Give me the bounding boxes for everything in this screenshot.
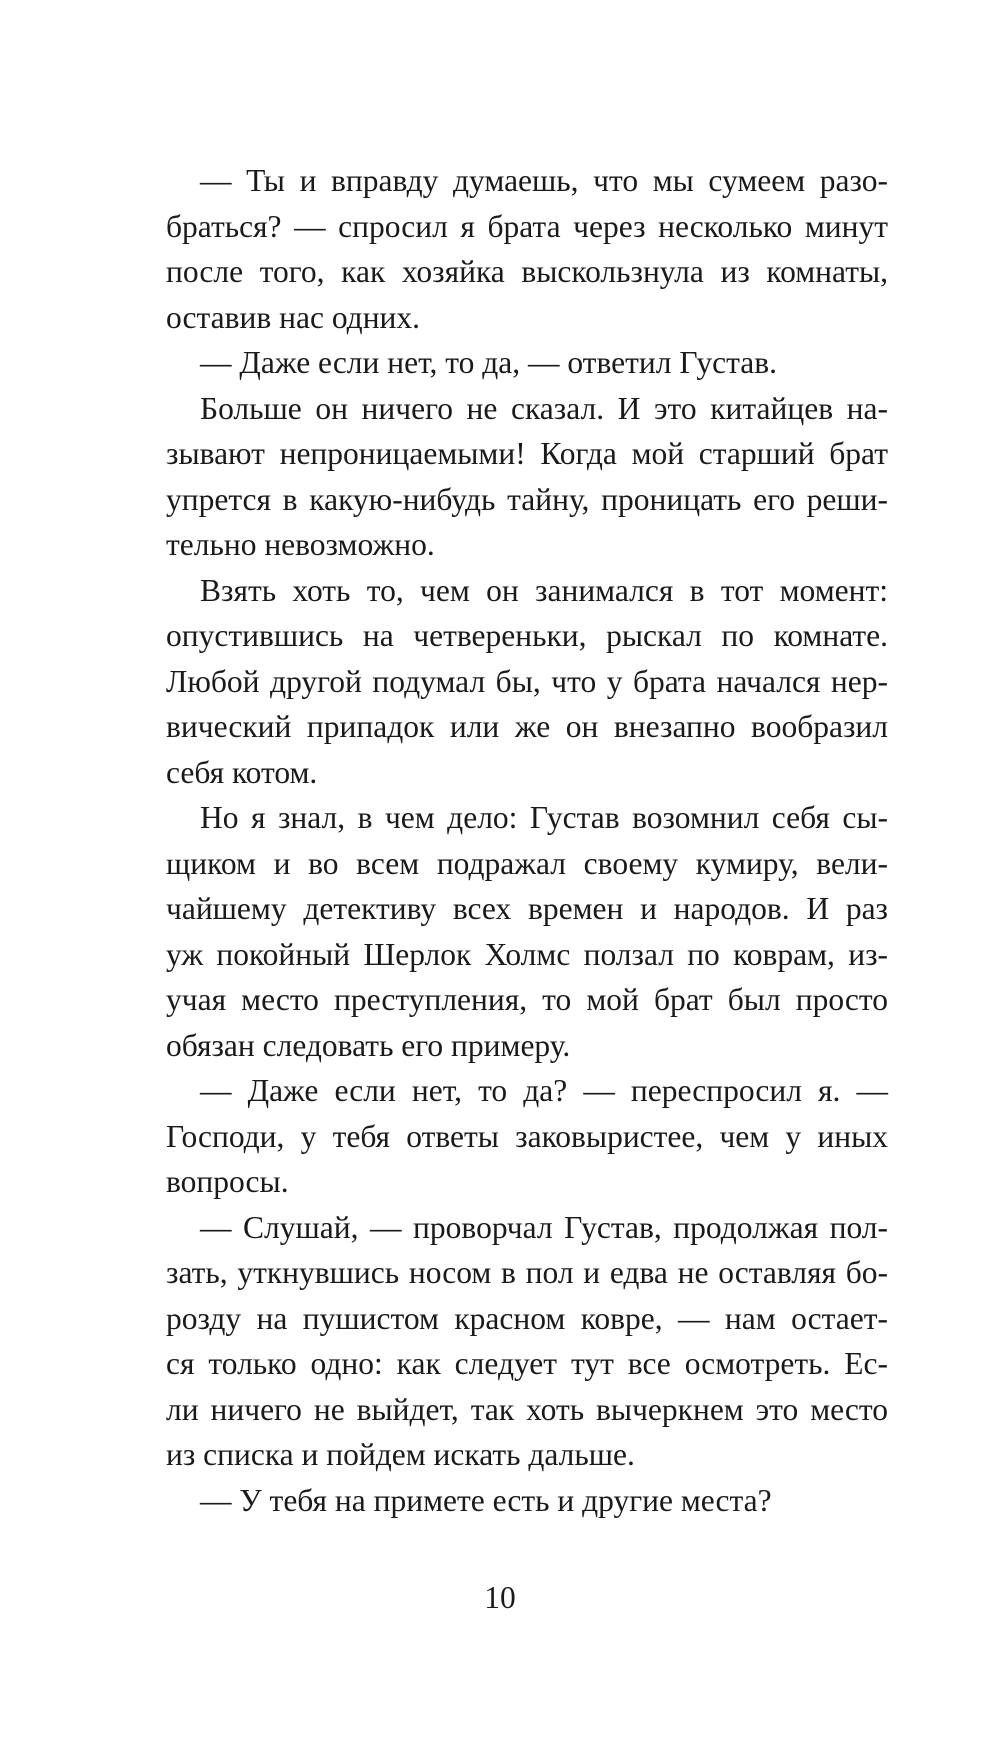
text-line: уж покойный Шерлок Холмс ползал по коврам, из- (166, 936, 888, 972)
text-line: ся только одно: как следует тут все осмотреть. Ес- (166, 1346, 888, 1381)
text-line: браться? — спросил я брата через несколько минут (166, 208, 888, 244)
page-number: 10 (484, 1580, 516, 1615)
body-text (166, 158, 888, 1523)
text-line: щиком и во всем подражал своему кумиру, вели- (166, 845, 888, 881)
text-line: ли ничего не выйдет, так хоть вычеркнем это место (166, 1391, 888, 1427)
text-line: Господи, у тебя ответы заковыристее, чем у иных (166, 1118, 888, 1154)
text-line: Но я знал, в чем дело: Густав возомнил себя сы- (200, 800, 888, 835)
text-line: учая место преступления, то мой брат был просто (166, 982, 888, 1017)
text-line: опустившись на четвереньки, рыскал по комнате. (166, 618, 888, 653)
text-line: вический припадок или же он внезапно вообразил (166, 709, 888, 744)
text-line: зать, уткнувшись носом в пол и едва не оставляя бо- (166, 1255, 888, 1290)
text-line: — Слушай, — проворчал Густав, продолжая пол- (200, 1209, 888, 1245)
text-line: Любой другой подумал бы, что у брата начался нер- (166, 663, 888, 699)
text-line: — Ты и вправду думаешь, что мы сумеем разо- (200, 163, 888, 198)
text-line: обязан следовать его примеру. (166, 1027, 571, 1063)
text-line: оставив нас одних. (166, 299, 421, 335)
text-line: Взять хоть то, чем он занимался в тот момент: (200, 572, 888, 608)
text-line: упрется в какую-нибудь тайну, проницать его реши- (166, 481, 888, 517)
text-line: — Даже если нет, то да, — ответил Густав. (200, 345, 777, 380)
text-line: зывают непроницаемыми! Когда мой старший брат (166, 436, 888, 471)
text-line: из списка и пойдем искать дальше. (166, 1437, 635, 1472)
text-line: вопросы. (166, 1164, 289, 1199)
text-line: розду на пушистом красном ковре, — нам остает- (166, 1300, 888, 1336)
text-line: — Даже если нет, то да? — переспросил я. — (200, 1073, 888, 1108)
text-line: чайшему детективу всех времен и народов. И раз (166, 891, 888, 926)
text-line: тельно невозможно. (166, 527, 435, 562)
text-line: после того, как хозяйка выскользнула из комнаты, (166, 254, 888, 289)
text-line: себя котом. (166, 754, 318, 790)
text-line: Больше он ничего не сказал. И это китайцев на- (200, 390, 888, 426)
text-line: — У тебя на примете есть и другие места? (200, 1482, 772, 1518)
